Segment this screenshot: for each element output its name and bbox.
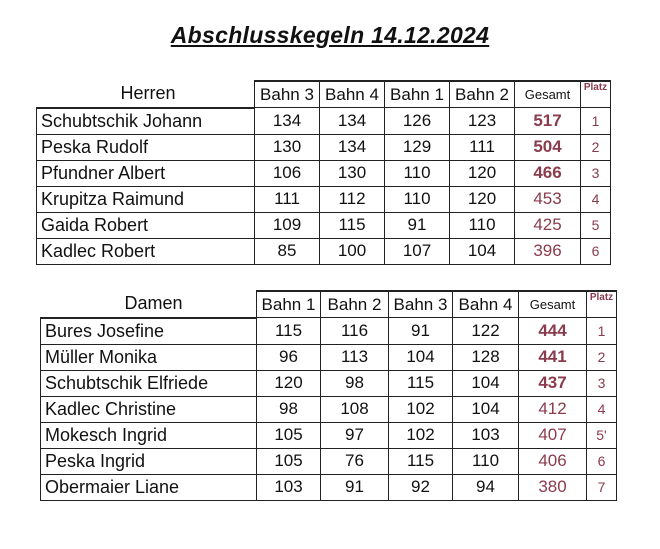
score-cell: 91 — [389, 318, 453, 345]
score-cell: 100 — [320, 238, 385, 264]
player-name: Mokesch Ingrid — [41, 422, 257, 448]
score-cell: 106 — [255, 160, 320, 186]
table-row — [41, 344, 617, 370]
score-cell: 129 — [385, 134, 450, 160]
score-cell: 94 — [453, 474, 519, 500]
score-cell: 115 — [257, 318, 321, 345]
player-name: Pfundner Albert — [37, 160, 255, 186]
table-row — [37, 186, 611, 212]
rank-cell: 1 — [581, 108, 611, 135]
score-cell: 128 — [453, 344, 519, 370]
score-cell: 107 — [385, 238, 450, 264]
score-cell: 111 — [255, 186, 320, 212]
total-cell: 441 — [519, 344, 587, 370]
section-label: Damen — [41, 291, 257, 318]
rank-cell: 6 — [581, 238, 611, 264]
player-name: Obermaier Liane — [41, 474, 257, 500]
rank-cell: 7 — [587, 474, 617, 500]
score-cell: 130 — [320, 160, 385, 186]
table-row — [37, 238, 611, 264]
score-cell: 113 — [321, 344, 389, 370]
column-header: Bahn 1 — [385, 81, 450, 108]
score-cell: 134 — [255, 108, 320, 135]
column-header: Bahn 2 — [321, 291, 389, 318]
score-cell: 115 — [320, 212, 385, 238]
player-name: Krupitza Raimund — [37, 186, 255, 212]
rank-cell: 5 — [581, 212, 611, 238]
score-cell: 110 — [453, 448, 519, 474]
score-cell: 109 — [255, 212, 320, 238]
score-cell: 110 — [385, 186, 450, 212]
player-name: Peska Rudolf — [37, 134, 255, 160]
rank-cell: 5' — [587, 422, 617, 448]
score-cell: 116 — [321, 318, 389, 345]
column-header: Bahn 4 — [320, 81, 385, 108]
table-row — [37, 108, 611, 135]
column-header: Bahn 1 — [257, 291, 321, 318]
player-name: Schubtschik Johann — [37, 108, 255, 135]
herren-table — [36, 80, 611, 265]
score-cell: 104 — [389, 344, 453, 370]
table-row — [41, 474, 617, 500]
rank-cell: 4 — [581, 186, 611, 212]
total-cell: 444 — [519, 318, 587, 345]
score-cell: 123 — [450, 108, 515, 135]
rank-cell: 2 — [587, 344, 617, 370]
player-name: Kadlec Robert — [37, 238, 255, 264]
score-cell: 91 — [321, 474, 389, 500]
score-cell: 104 — [450, 238, 515, 264]
score-cell: 102 — [389, 396, 453, 422]
player-name: Bures Josefine — [41, 318, 257, 345]
score-cell: 103 — [257, 474, 321, 500]
page-title: Abschlusskegeln 14.12.2024 — [170, 22, 490, 48]
damen-table — [40, 290, 617, 501]
table-row — [37, 134, 611, 160]
column-header: Platz — [587, 291, 617, 318]
rank-cell: 2 — [581, 134, 611, 160]
score-cell: 110 — [450, 212, 515, 238]
player-name: Peska Ingrid — [41, 448, 257, 474]
table-row — [37, 160, 611, 186]
column-header: Gesamt — [519, 291, 587, 318]
total-cell: 406 — [519, 448, 587, 474]
score-cell: 126 — [385, 108, 450, 135]
rank-cell: 1 — [587, 318, 617, 345]
score-cell: 120 — [450, 160, 515, 186]
table-header-row — [37, 81, 611, 108]
column-header: Platz — [581, 81, 611, 108]
total-cell: 380 — [519, 474, 587, 500]
table-row — [41, 370, 617, 396]
score-cell: 115 — [389, 448, 453, 474]
score-cell: 110 — [385, 160, 450, 186]
player-name: Schubtschik Elfriede — [41, 370, 257, 396]
column-header: Gesamt — [515, 81, 581, 108]
table-row — [41, 448, 617, 474]
player-name: Müller Monika — [41, 344, 257, 370]
rank-cell: 6 — [587, 448, 617, 474]
rank-cell: 4 — [587, 396, 617, 422]
score-cell: 130 — [255, 134, 320, 160]
total-cell: 396 — [515, 238, 581, 264]
column-header: Bahn 3 — [389, 291, 453, 318]
score-cell: 98 — [321, 370, 389, 396]
score-cell: 104 — [453, 396, 519, 422]
total-cell: 407 — [519, 422, 587, 448]
score-cell: 120 — [257, 370, 321, 396]
score-cell: 98 — [257, 396, 321, 422]
score-cell: 105 — [257, 422, 321, 448]
score-cell: 134 — [320, 134, 385, 160]
score-cell: 92 — [389, 474, 453, 500]
score-cell: 105 — [257, 448, 321, 474]
table-row — [41, 422, 617, 448]
score-cell: 104 — [453, 370, 519, 396]
total-cell: 437 — [519, 370, 587, 396]
total-cell: 453 — [515, 186, 581, 212]
table-header-row — [41, 291, 617, 318]
rank-cell: 3 — [581, 160, 611, 186]
score-cell: 108 — [321, 396, 389, 422]
score-cell: 91 — [385, 212, 450, 238]
score-cell: 76 — [321, 448, 389, 474]
score-cell: 97 — [321, 422, 389, 448]
total-cell: 412 — [519, 396, 587, 422]
column-header: Bahn 3 — [255, 81, 320, 108]
score-cell: 115 — [389, 370, 453, 396]
score-cell: 96 — [257, 344, 321, 370]
rank-cell: 3 — [587, 370, 617, 396]
score-cell: 102 — [389, 422, 453, 448]
column-header: Bahn 4 — [453, 291, 519, 318]
score-cell: 103 — [453, 422, 519, 448]
total-cell: 517 — [515, 108, 581, 135]
total-cell: 466 — [515, 160, 581, 186]
table-row — [37, 212, 611, 238]
section-label: Herren — [37, 81, 255, 108]
player-name: Kadlec Christine — [41, 396, 257, 422]
column-header: Bahn 2 — [450, 81, 515, 108]
table-row — [41, 396, 617, 422]
total-cell: 425 — [515, 212, 581, 238]
score-cell: 112 — [320, 186, 385, 212]
score-cell: 122 — [453, 318, 519, 345]
score-cell: 111 — [450, 134, 515, 160]
score-cell: 134 — [320, 108, 385, 135]
table-row — [41, 318, 617, 345]
score-cell: 120 — [450, 186, 515, 212]
score-cell: 85 — [255, 238, 320, 264]
total-cell: 504 — [515, 134, 581, 160]
player-name: Gaida Robert — [37, 212, 255, 238]
